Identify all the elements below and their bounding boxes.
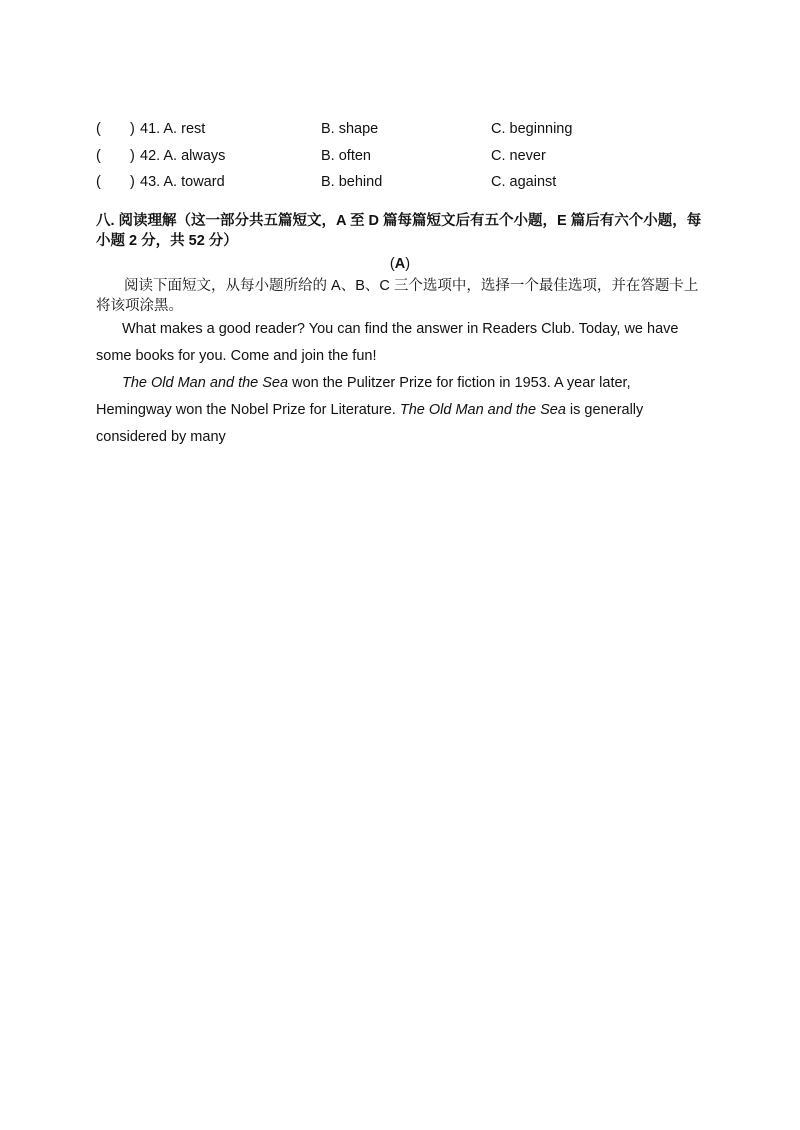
option-a: 42. A. always (140, 148, 226, 164)
option-c: C. against (491, 174, 557, 190)
answer-bracket-open: ( (96, 174, 101, 190)
paragraph-text: is generally considered by many (96, 402, 644, 445)
answer-bracket-close: ) (130, 174, 135, 190)
question-43 (96, 172, 716, 192)
option-b: B. behind (321, 174, 383, 190)
option-b: B. often (321, 148, 371, 164)
section-heading: 八. 阅读理解（这一部分共五篇短文，A 至 D 篇每篇短文后有五个小题，E 篇后有六个小题，每小题 2 分，共 52 分） (96, 213, 702, 249)
answer-bracket-close: ) (130, 121, 135, 137)
answer-bracket-open: ( (96, 121, 101, 137)
passage-label (0, 254, 800, 274)
option-c: C. never (491, 148, 546, 164)
passage-paragraph-1: What makes a good reader? You can find the answer in Readers Club. Today, we have some books for you. Come and join the fun! (96, 321, 679, 364)
question-42 (96, 146, 716, 166)
reading-instruction: 阅读下面短文，从每小题所给的 A、B、C 三个选项中，选择一个最佳选项，并在答题卡上将该项涂黑。 (96, 278, 699, 314)
option-c: C. beginning (491, 121, 573, 137)
passage-letter: A (394, 256, 406, 272)
paragraph-text: won the Pulitzer Prize for fiction in 1953. A year later, Hemingway won the Nobel Prize for Literature. (96, 375, 631, 418)
option-a: 43. A. toward (140, 174, 225, 190)
book-title: The Old Man and the Sea (399, 402, 566, 418)
option-b: B. shape (321, 121, 379, 137)
question-41 (96, 119, 716, 139)
passage-paragraph-2 (96, 370, 702, 451)
passage-label-close: ) (405, 256, 411, 272)
answer-bracket-close: ) (130, 148, 135, 164)
option-a: 41. A. rest (140, 121, 206, 137)
passage-label-open: ( (389, 256, 395, 272)
answer-bracket-open: ( (96, 148, 101, 164)
book-title: The Old Man and the Sea (122, 375, 289, 391)
